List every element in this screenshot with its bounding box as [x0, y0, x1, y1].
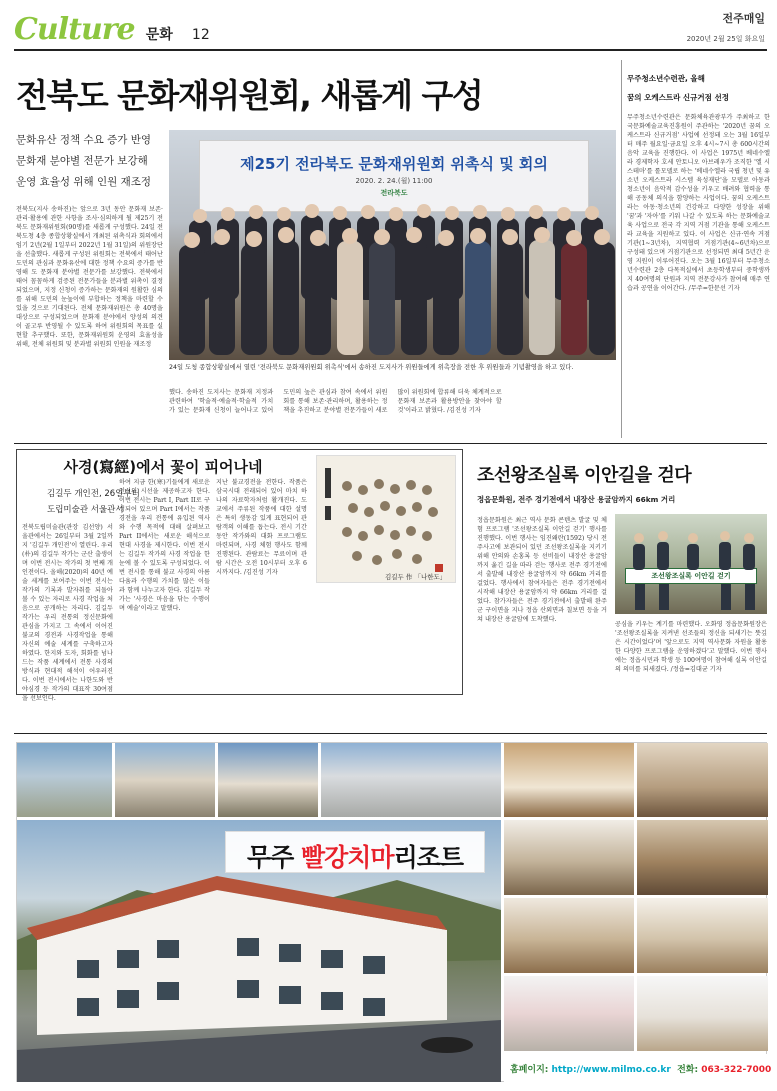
- photo-banner-date: 2020. 2. 24.(월) 11:00: [355, 177, 433, 185]
- ad-brand-red: 빨강치마: [300, 843, 394, 872]
- resort-ad: [16, 742, 772, 1082]
- subhead-2: 문화재 분야별 전문가 보강해: [16, 155, 148, 167]
- article3-title: 조선왕조실록 이안길을 걷다: [477, 465, 692, 486]
- section-title-ko: 문화: [145, 27, 173, 43]
- people-silhouettes: [169, 130, 616, 360]
- article2-body-1: 전북도립미술관(관장 김선양) 서울관에서는 26일부터 3월 2일까지 '김길두 개인전'이 열린다. 우리(朴)의 김길두 작가는 군산 출생이며 이번 전시는 작가의 첫 번째 개인전이다. 올해(2020)의 40년 예술 세계를 보여주는 이번 전시는 작가의 기록과 발자취를 되돌아 볼 수 있는 자리로 사경 작업을 처음으로 공개하는 자리다. 김길두 작가는 우리 전통의 정신문화에 관심을 가지고 그 속에서 이어진 불교의 경전과 사경작업을 통해 자신의 예술 세계를 구축하고자 하였다. 한지와 도자, 회화를 넘나드는 작품 세계에서 전통 사경의 방식과 현대적 해석이 어우러진다. 이번 전시에서는 나한도와 반야심경 등 작가의 대표작 30여점을 선보인다.: [22, 524, 113, 702]
- subhead-block: [16, 130, 166, 193]
- ad-brand-pre: 무주: [246, 843, 301, 872]
- ad-photo-store: [504, 976, 634, 1051]
- ad-photo-interior-3: [504, 820, 634, 895]
- ad-photo-interior-6: [637, 898, 768, 973]
- main-body-bottom: 했다. 송하진 도지사는 문화재 지정과 관련하여 '학술적·예술적·학술적 가치가 있는 문화재 신청이 늘어나고 있어 도민의 높은 관심과 참여 속에서 위원회를 통해 보존·관리하며, 활용하는 정책을 추진하고 분야별 전문가들이 새로 많이 위원회에 합류해 더욱 체계적으로 문화재 보존과 활용방안을 찾아야 할 것'이라고 밝혔다. /김진성 기자: [169, 389, 502, 414]
- ad-phone-label: 전화:: [670, 1065, 702, 1075]
- ad-photo-caravans: [321, 743, 501, 817]
- section-rule-1: [14, 443, 767, 444]
- article3-body-1: 정읍문화원은 최근 역사 문화 콘텐츠 발굴 및 체험 프로그램 '조선왕조실록 이안길 걷기' 행사를 진행했다. 이번 행사는 임진왜란(1592) 당시 전주사고에 보관되어 있던 조선왕조실록을 지키기 위해 안의와 손홍록 등 선비들이 내장산 용굴암까지 옮긴 길을 따라 걷는 행사로 전주 경기전에서 출발해 내장산 용굴암까지 약 66km 거리를 걸었다. 행사에서 참여자들은 전주 경기전에서 시작해 내장산 용굴암까지 약 66km 거리를 걸었다. 참가자들은 전주 경기전에서 출발해 완주군 구이면을 지나 정읍 산외면과 칠보면 등을 거쳐 내장산 용굴암에 도착했다.: [477, 517, 607, 623]
- subhead-3: 운영 효율성 위해 인원 재조정: [16, 176, 152, 188]
- ad-photo-interior-5: [504, 898, 634, 973]
- side-divider: [621, 60, 622, 438]
- article2-body-3: 지난 불교경전을 전한다. 작품은 삼국시대 전래되어 있어 마치 하나의 자료학자처럼 활개진다. 도교에서 주류된 작품에 대한 설명은 특히 생동감 있게 표현되어 관람객의 이해를 돕는다. 전시 기간 동안 작가와의 대화 프로그램도 마련되며, 사경 체험 행사도 함께 진행된다. 관람료는 무료이며 관람 시간은 오전 10시부터 오후 6시까지다. /김진성 기자: [216, 479, 307, 576]
- main-body-left: 전북도(지사 송하진)는 앞으로 3년 동안 문화재 보존·관리·활용에 관한 사항을 조사·심의하게 될 제25기 전북도 문화재위원회(90명)를 새롭게 구성했다. 24일 전북도청 4층 종합상황실에서 개최된 위촉식과 회의에서 임기 2년(2월 1일부터 2022년 1월 31일)의 위원장단을 선출했다. 새롭게 구성된 위원회는 전북에서 태어난 도민의 관심과 문화유산에 대한 정책 수요의 증가를 반영해 도 문화재 분야별 전문가를 보강했다. 전북에서 태어 꼼꼼하게 검증된 전문가들을 분과별 위촉이 결정되었으며, 지정 신청이 증가하는 문화재의 원활한 심의를 위해 도민의 눈높이에 부합하는 정책을 마련할 수 있을 것으로 기대된다. 전체 문화재위원은 총 40명을 대상으로 구성되었으며 문화재 분야에서 양성의 의견이 골고루 반영될 수 있도록 하여 위원회의 목표를 실현할 추구했다. 또한, 문화재위원회 운영의 효율성을 위해, 전체 위원회 및 분과별 위원회 인원을 재조정: [16, 206, 163, 348]
- paper-name: 전주매일: [722, 12, 765, 25]
- section-title-en: Culture: [14, 12, 135, 47]
- article2-sub2: 도립미술관 서울관서: [47, 505, 124, 515]
- article2-title: 사경(寫經)에서 꽃이 피어나네: [63, 458, 263, 476]
- section-logo: [14, 12, 210, 48]
- ad-photo-hall: [637, 976, 768, 1051]
- page-number: 12: [191, 27, 210, 43]
- ad-footer-text: [510, 1062, 771, 1075]
- ad-photo-interior-2: [637, 743, 768, 817]
- ad-photo-tents-2: [218, 743, 318, 817]
- header-rule: [14, 49, 767, 51]
- photo-caption: 24일 도청 종합상황실에서 열린 '전라북도 문화재위원회 위촉식'에서 송하진 도지사가 위원들에게 위촉장을 전한 후 위원들과 기념촬영을 하고 있다.: [169, 364, 574, 371]
- section-rule-2: [14, 733, 767, 734]
- walk-photo: [615, 514, 767, 614]
- ad-photo-cabins: [17, 743, 112, 817]
- walk-banner: 조선왕조실록 이안길 걷기: [625, 568, 757, 584]
- ad-brand-line: [226, 838, 484, 874]
- walk-people: [615, 514, 767, 614]
- photo-banner: 제25기 전라북도 문화재위원회 위촉식 및 회의: [240, 155, 548, 173]
- group-photo: [169, 130, 616, 360]
- article3-body-2: 공심을 키우는 계기를 마련했다. 오화영 정읍문화원장은 '조선왕조실록을 지켜낸 선조들의 정신을 되새기는 뜻깊은 시간이었다'며 '앞으로도 지역 역사문화 자원을 활용한 다양한 프로그램을 운영하겠다'고 말했다. 이번 행사에는 정읍시민과 학생 등 100여명이 참여해 실록 이안길의 의미를 되새겼다. /정읍=김대균 기자: [615, 621, 767, 673]
- ad-photo-interior-1: [504, 743, 634, 817]
- article3-sub: 정읍문화원, 전주 경기전에서 내장산 용굴암까지 66km 거리: [477, 495, 676, 504]
- artwork-caption: 김길두 作 「나한도」: [385, 573, 447, 581]
- ad-homepage-url[interactable]: http://www.milmo.co.kr: [551, 1065, 671, 1075]
- ad-photo-interior-4: [637, 820, 768, 895]
- side-title-2: 꿈의 오케스트라 신규거점 선정: [627, 93, 730, 102]
- ad-footer: [504, 1054, 772, 1083]
- artwork-figures: [317, 456, 457, 584]
- main-headline: 전북도 문화재위원회, 새롭게 구성: [16, 76, 483, 115]
- artwork-image: [316, 455, 456, 583]
- ad-phone[interactable]: 063-322-7000: [701, 1065, 772, 1075]
- side-body: 무주청소년수련관은 문화체육관광부가 주최하고 한국문화예술교육진흥원이 주관하는 '2020년 꿈의 오케스트라 신규거점' 사업에 선정돼 오는 3월 16일부터 매주 월요일·금요일 오후 4시~7시 총 600시간의 음악 교육을 진행한다. 이 사업은 1975년 베네수엘라 경제학자 호세 안토니오 아브레우가 조직한 '엘 시스테마'를 롤모델로 하는 '베네수엘라 국립 청년 및 유소년 오케스트라 시스템 육성재단'을 모델로 아동과 청소년이 음악적 감수성을 키우고 배려와 협력을 통해 공동체 의식을 함양하는 사업이다. 꿈의 오케스트라는 아동·청소년의 건강하고 다양한 성장을 위해 '꿈'과 '자아'를 키워 나갈 수 있도록 하는 문화예술교육 사업으로 전국 각 지역 거점 기관을 통해 오케스트라 교육을 지원하고 있다. 이 사업은 신규·연속 거점기관(1~3년차), 지역협력 거점기관(4~6년차)으로 구성돼 있으며 거점기관으로 선정되면 최대 5년간 운영 지원이 이루어진다. 오는 3월 16일부터 무주청소년수련관 2층 다목적실에서 초등학생부터 중학생까지 40여명의 단원과 지역 전문강사가 참여해 매주 연습과 공연을 이어간다. /무주=한문선 기자: [627, 114, 770, 292]
- side-title-1: 무주청소년수련관, 올해: [627, 74, 705, 83]
- ad-homepage-label: 홈페이지:: [510, 1065, 552, 1075]
- article2-sub1: 김길두 개인전, 26일부터: [47, 489, 140, 499]
- ad-brand-post: 리조트: [393, 843, 464, 872]
- ad-photo-tents: [115, 743, 215, 817]
- ad-brand-box: [225, 831, 485, 873]
- subhead-1: 문화유산 정책 수요 증가 반영: [16, 134, 152, 146]
- article2-body-2: 하여 지금 한(寒)기들에게 새로운 인식의 시선을 제공하고자 한다. 이번 전시는 Part I, Part II로 구성되어 있으며 Part I에서는 작품 경전을 우리 전통에 유입된 역사와 수행 목적에 대해 살펴보고 Part II에서는 새로운 해석으로 현대 사경을 제시한다. 이번 전시는 김길두 작가의 사경 작업을 한눈에 볼 수 있도록 구성되었다. 이번 전시를 통해 불교 사경의 아름다움과 수행의 가치를 많은 이들과 함께 나누고자 한다. 김길두 작가는 '사경은 마음을 닦는 수행이며 예술'이라고 말했다.: [119, 479, 210, 612]
- photo-banner-org: 전라북도: [380, 189, 408, 197]
- issue-date: 2020년 2월 25일 화요일: [686, 35, 765, 43]
